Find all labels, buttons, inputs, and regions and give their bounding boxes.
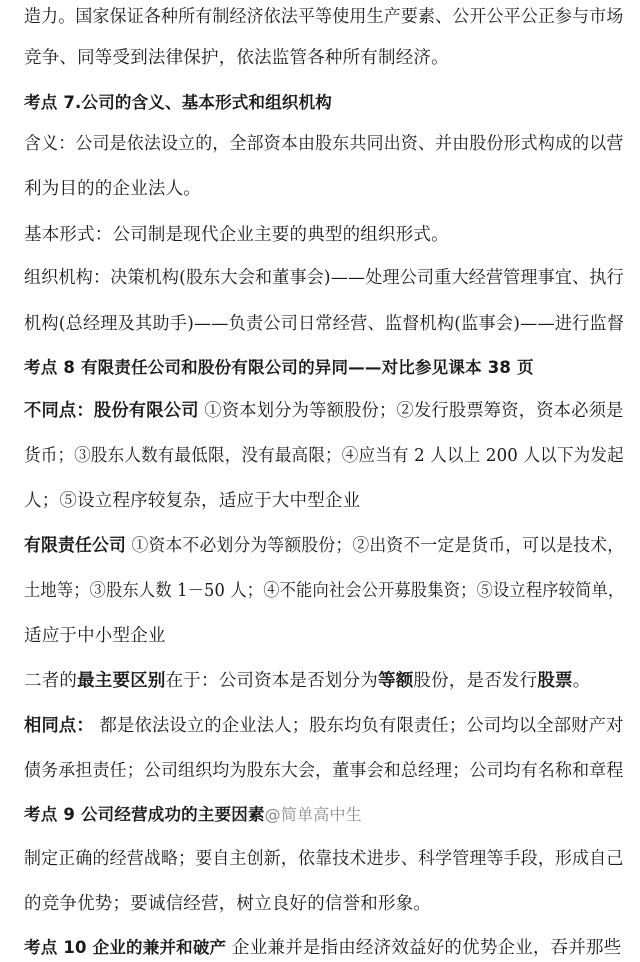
line-text: ①资本不必划分为等额股份；②出资不一定是货币，可以是技术，	[125, 536, 625, 556]
paragraph-line	[24, 400, 624, 422]
heading-text: 考点 9 公司经营成功的主要因素	[24, 805, 265, 824]
paragraph-line: 竞争、同等受到法律保护，依法监管各种所有制经济。	[24, 48, 449, 68]
paragraph-line	[24, 715, 624, 737]
bold-text: 最主要区别	[77, 671, 166, 691]
paragraph-line: 的竞争优势；要诚信经营，树立良好的信誉和形象。	[24, 894, 432, 914]
paragraph-line: 利为目的的企业法人。	[24, 179, 201, 199]
line-text: ①资本划分为等额股份；②发行股票筹资，资本必须是	[198, 401, 624, 421]
line-text: 企业兼并是指由经济效益好的优势企业，吞并那些	[226, 938, 622, 958]
line-text: 。	[572, 671, 591, 691]
paragraph-line	[24, 937, 621, 959]
line-text: 都是依法设立的企业法人；股东均负有限责任；公司均以全部财产对	[93, 716, 624, 736]
section-heading-10: 考点 10 企业的兼并和破产	[24, 938, 227, 957]
section-heading-8: 考点 8 有限责任公司和股份有限公司的异同——对比参见课本 38 页	[24, 358, 534, 377]
bold-text: 股票	[537, 671, 573, 691]
bold-label: 有限责任公司	[24, 536, 126, 556]
bold-label: 不同点：股份有限公司	[24, 401, 199, 421]
paragraph-line: 含义：公司是依法设立的，全部资本由股东共同出资、并由股份形式构成的以营	[24, 134, 624, 154]
paragraph-line: 制定正确的经营战略；要自主创新，依靠技术进步、科学管理等手段，形成自己	[24, 849, 624, 869]
bold-label: 相同点：	[24, 716, 94, 736]
line-text: 股份，是否发行	[413, 671, 538, 691]
paragraph-line: 货币；③股东人数有最低限，没有最高限；④应当有 2 人以上 200 人以下为发起	[24, 446, 624, 466]
paragraph-line: 适应于中小型企业	[24, 626, 166, 646]
paragraph-line: 债务承担责任；公司组织均为股东大会，董事会和总经理；公司均有名称和章程	[24, 761, 624, 781]
paragraph-line	[24, 670, 590, 692]
paragraph-line: 机构(总经理及其助手)——负责公司日常经营、监督机构(监事会)——进行监督	[24, 314, 625, 334]
paragraph-line: 组织机构：决策机构(股东大会和董事会)——处理公司重大经营管理事宜、执行	[24, 268, 624, 288]
line-text: 在于：公司资本是否划分为	[165, 671, 379, 691]
paragraph-line: 造力。国家保证各种所有制经济依法平等使用生产要素、公开公平公正参与市场	[24, 7, 624, 27]
paragraph-line: 土地等；③股东人数 1－50 人；④不能向社会公开募股集资；⑤设立程序较简单，	[24, 581, 625, 601]
paragraph-line: 基本形式：公司制是现代企业主要的典型的组织形式。	[24, 225, 449, 245]
paragraph-line: 人；⑤设立程序较复杂，适应于大中型企业	[24, 491, 361, 511]
line-text: 二者的	[24, 671, 78, 691]
watermark: @简单高中生	[264, 805, 362, 824]
section-heading-9	[24, 804, 362, 826]
bold-text: 等额	[378, 671, 414, 691]
paragraph-line	[24, 535, 624, 557]
section-heading-7: 考点 7.公司的含义、基本形式和组织机构	[24, 93, 332, 112]
